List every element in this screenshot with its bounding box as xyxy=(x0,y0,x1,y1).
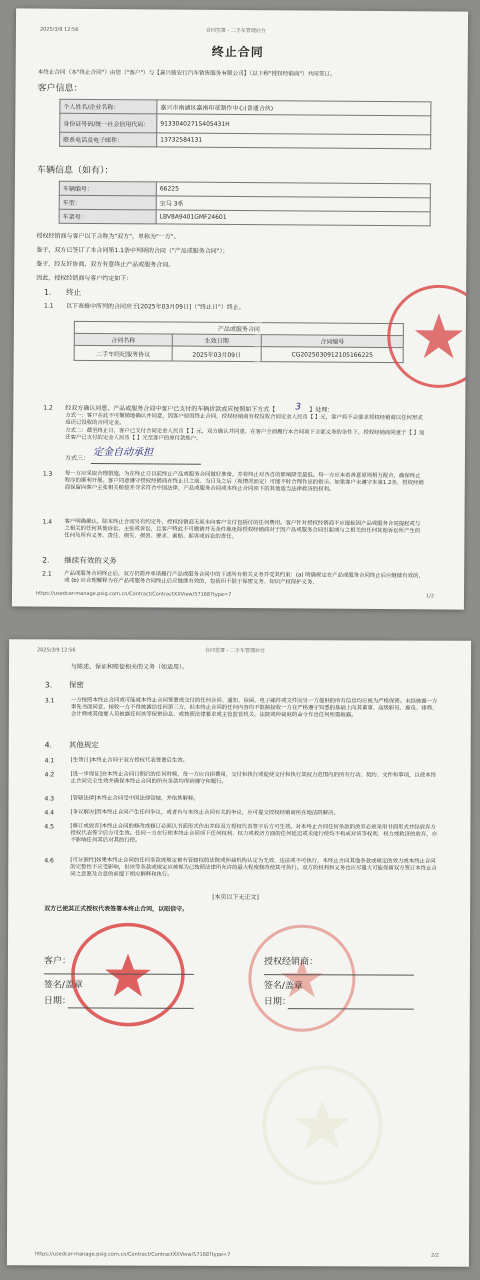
clause-1-1: 以下表格中所列的合同应于[2025年03月09日]（"终止日"）终止。 xyxy=(65,302,245,312)
contract-table-caption: 产品或服务合同 xyxy=(74,321,403,335)
clause-1-3: 每一方应采取合理措施，为在终止日以前终止产品或服务合同做好准备，并将终止对各自的影响降至最低。每一方应本着善意原则相互配合，确保终止程序的顺利开展。客户同意遵守授权经销商在终止日之前、当日及之后（视情况而定）可能不时合理作出的指示。如果客户未遵守本第1.2条，授权经销商保留向客户主张相关赔偿并寻求符合中国法律，产品或服务合同或本终止合同项下的其他适当法律救济的权利。 xyxy=(64,470,424,493)
section-title-miscellaneous: 其他规定 xyxy=(68,740,99,750)
table-row: 车型： 宝马 3系 xyxy=(59,195,430,212)
clause-number: 1.2 xyxy=(43,404,53,412)
clause-number: 4.6 xyxy=(44,857,54,865)
table-row: 车辆编号： 66225 xyxy=(59,181,430,198)
method-3-label: 方式三： xyxy=(64,454,89,462)
intentional-blank-note: [本页以下无正文] xyxy=(212,893,259,902)
method-3-underline xyxy=(91,463,201,465)
print-timestamp: 2025/3/9 12:56 xyxy=(39,26,79,33)
clause-4-2: [进一步保证]在本终止合同日期后的任何时候，每一方应自担费用，交付和执行或促使交付和执行其权力范围内的所有行动、契约、文件和事项，以使本终止合同完全生效并确保本终止合同的所有条款均得到遵守和履行。 xyxy=(70,771,437,785)
column-header: 生效日期 xyxy=(172,334,261,347)
dealer-sign-stamp-label: 签名/盖章 xyxy=(263,981,303,992)
customer-signature-label: 客户： xyxy=(43,956,72,967)
clause-2-1: 产品或服务合同终止后，双方仍需并承诺履行产品或服务合同中的下述所有相关义务并受其约束：(a) 明确规定在产品或服务合同终止后应继续有效的，或 (b) 应合理解释为在产品或服务合同终止后应继续有效的，包括但不限于保密义务、知识产权保护义务、 xyxy=(64,570,424,586)
clause-1-2-text: 经双方确认同意，产品或服务合同中客户已支付的车辆价款或应按照如下方式【 xyxy=(65,404,276,414)
clause-4-4: [争议解决]因本终止合同产生任何争议，或者有与本终止合同有关的争议，应可提交授权经销商所在地法院解决。 xyxy=(70,809,339,817)
document-title: 终止合同 xyxy=(211,44,264,60)
table-row: 车架号： LBV8A9401GMF24601 xyxy=(59,209,430,226)
party-definition: 授权经销商与客户以下合称为"双方"，单称为"一方"。 xyxy=(36,232,180,241)
method-2: 方式二：截至终止日，客户已支付合同定金人民币【 】元，双方确认并同意，在客户全面履行本合同项下全部义务的条件下，授权经销商同意于【 】返还客户已支付的定金人民币【 】元至客户的原付款账户。 xyxy=(65,427,425,442)
dealer-seal xyxy=(246,922,358,1034)
section-number: 3. xyxy=(44,680,53,690)
section-number: 1. xyxy=(44,287,52,297)
column-header: 合同编号 xyxy=(261,335,403,348)
table-row: 联系电话及电子邮件： 13732584131 xyxy=(60,132,431,149)
vehicle-info-table xyxy=(59,181,431,227)
section-title-surviving: 继续有效的义务 xyxy=(64,555,117,566)
clause-1-4: 客户明确确认，除本终止合同另有约定外，授权经销商无须未向客户支付包括付的任何费用。客户针对授权经销商不应提起因产品或服务合同提起或与之相关的任何其他诉讼，主张或诉讼，且客户特此不可撤销并无条件地免除授权经销商对于因产品或服务合同引起或与之相关的任何其他诉讼所产生的任何及所有义务、责任、损失、损害、要求、索赔、起诉或诉讼的责任。 xyxy=(64,518,421,540)
clause-number: 4.4 xyxy=(44,809,55,817)
section-title-termination: 终止 xyxy=(66,287,82,297)
page-number: 1/2 xyxy=(425,593,435,600)
method-1: 方式一：客户在此不可撤销地确认并同意，因客户原因终止合同，授权经销商有权没收合同定金人民币【 】元，客户将不会要求授权经销商以任何形式返还已没收的合同定金。 xyxy=(65,412,423,427)
handwritten-choice: 3 xyxy=(295,402,302,413)
clause-4-5: [修订或放弃]本终止合同的修改或修订必须以书面形式作出并经双方授权代表签字后方可生效。对本终止合同任何条款的放弃必须采用书面形式并经放弃方授权代表签字后方可生效。任何一方在行使本终止合同项下任何权利、权力或救济方面的任何延迟或未能行使均不构成对该等权利、权力或救济的放弃，亦不影响任何其后对其的行使。 xyxy=(70,823,438,844)
page-number: 2/2 xyxy=(430,1252,440,1259)
dealer-signature-label: 授权经销商： xyxy=(263,957,319,968)
table-row: 二手车经纪服务协议 2025年03月09日 CG20250309121051662​25 xyxy=(74,345,403,362)
vehicle-heading: 车辆信息（如有）： xyxy=(36,165,114,177)
column-header: 合同名称 xyxy=(74,333,172,346)
table-row: 身份证号码/统一社会信用代码： 91330402715405431H xyxy=(60,113,431,135)
clause-4-6: [可分割性]如果本终止合同的任何条款或规定被有管辖权的法院或仲裁机构认定为无效、违法或不可执行，本终止合同其他条款或规定的效力或本终止合同的完整性不应受影响，但该等条款或规定应被视为已按照法律所允许的最大程度修改使其可执行。双方的权利和义务也应尽量大可能保留双方签订本终止合同之意愿及合意的前提下相应解释和执行。 xyxy=(70,857,437,878)
clause-4-1: [生效日]本终止合同于双方授权代表签署后生效。 xyxy=(70,757,189,764)
footer-url[interactable]: https://usedcar-manage.psig.com.cn/Contract/ContractXXView/57168?type=7 xyxy=(34,1251,231,1258)
table-row: 个人姓名/企业名称： 嘉兴市南湖区嘉南印章制作中心(普通合伙) xyxy=(60,99,431,116)
clause-number: 4.5 xyxy=(44,823,54,831)
customer-date-label: 日期： xyxy=(43,996,71,1007)
clause-number: 2.1 xyxy=(42,570,52,578)
handwritten-method-3: 定金自动承担 xyxy=(92,446,154,459)
clause-number: 1.3 xyxy=(42,470,53,478)
bleed-through-seal xyxy=(257,1060,387,1190)
clause-number: 4.1 xyxy=(44,757,55,765)
customer-info-table xyxy=(59,99,431,150)
dealer-date-label: 日期： xyxy=(263,997,291,1008)
print-header-title: 合同签署 - 二手车管理后台 xyxy=(205,27,266,35)
section-number: 2. xyxy=(42,555,50,565)
therefore-text: 因此，授权经销商与客户约定如下： xyxy=(36,274,133,283)
clause-3-1: 一方按照本终止合同或可能就本终止合同签署或交付的任何合同、通知、信函、电子邮件或文件向另一方提供的所有信息均应视为严格保密。未经披露一方事先书面同意，接收一方不得披露给任何第三方，但本终止合同的任何内容均不限制接收一方在严格遵守知悉的基础上向其董事、高级职员、雇员、律师、会计师或其他要人员披露任何该等保密信息、或按照法律要求或主管监管机关、法院或仲裁庭的命令作出任何所需披露。 xyxy=(70,697,438,719)
print-timestamp: 2025/3/9 12:56 xyxy=(37,647,76,654)
contract-page-2 xyxy=(7,639,471,1267)
clause-1-2-tail: 】处理： xyxy=(309,406,334,414)
customer-heading: 客户信息： xyxy=(37,83,83,94)
clause-number: 3.1 xyxy=(44,697,55,705)
clause-number: 1.1 xyxy=(43,302,54,310)
whereas-1: 鉴于，双方已签订了本合同第1.1条中列明的合同（"产品或服务合同"）； xyxy=(36,246,229,255)
whereas-2: 鉴于，经友好协商，双方有意终止产品或服务合同。 xyxy=(36,260,175,269)
witness-clause: 双方已使其正式授权代表签署本终止合同，以昭信守。 xyxy=(44,905,189,913)
intro-text: 本终止合同（本"终止合同"）由您（"客户"）与【嘉兴骏安行汽车销售服务有限公司】（以下称"授权经销商"）共同签订。 xyxy=(37,69,336,78)
clause-number: 4.2 xyxy=(44,771,55,779)
customer-sign-stamp-label: 签名/盖章 xyxy=(43,980,83,991)
contract-page-1 xyxy=(12,8,468,609)
clause-number: 1.4 xyxy=(42,518,53,526)
carry-over-text: 与陈述、保证和赔偿相关的义务（如适用）。 xyxy=(70,663,189,671)
footer-url[interactable]: https://usedcar-manage.psig.com.cn/Contract/ContractXXView/57168?type=7 xyxy=(35,590,232,598)
clause-number: 4.3 xyxy=(44,795,55,803)
section-title-confidentiality: 保密 xyxy=(68,680,84,690)
company-seal-partial xyxy=(383,281,468,392)
clause-4-3: [管辖法律]本终止合同受中国法律管辖，并依其解释。 xyxy=(70,795,199,802)
print-header-title: 合同签署 - 二手车管理后台 xyxy=(205,647,266,655)
section-number: 4. xyxy=(44,740,52,750)
contract-table xyxy=(74,321,404,363)
